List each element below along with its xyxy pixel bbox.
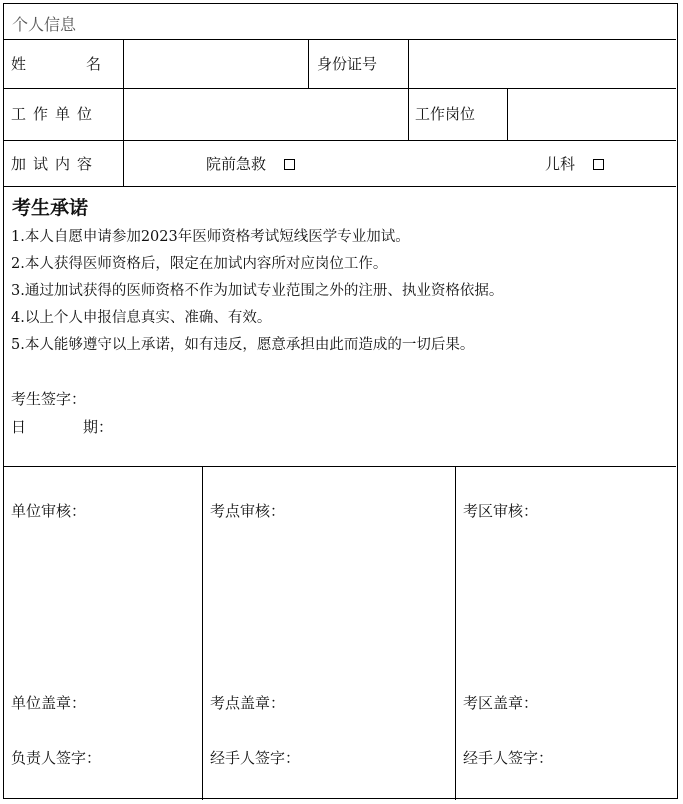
row-divider	[4, 466, 676, 467]
pledge-item: 4.以上个人申报信息真实、准确、有效。	[11, 310, 272, 326]
option-prehospital-label: 院前急救	[206, 155, 267, 173]
checkbox-icon[interactable]	[593, 159, 604, 170]
pledge-item: 1.本人自愿申请参加2023年医师资格考试短线医学专业加试。	[11, 229, 410, 245]
col-divider	[507, 88, 508, 140]
checkbox-icon[interactable]	[284, 159, 295, 170]
row-divider	[4, 140, 676, 141]
site-seal-label: 考点盖章：	[210, 694, 286, 712]
work-unit-label: 工作单位	[11, 105, 100, 123]
option-prehospital[interactable]	[206, 155, 295, 173]
exam-content-label: 加试内容	[11, 155, 100, 173]
col-divider	[202, 466, 203, 800]
row-divider	[4, 39, 676, 40]
district-review-label: 考区审核：	[463, 502, 539, 520]
id-number-field[interactable]	[410, 41, 674, 87]
work-post-field[interactable]	[509, 90, 674, 139]
date-label-2: 期：	[83, 418, 114, 436]
date-label-char-1: 日	[11, 418, 27, 436]
pledge-item: 2.本人获得医师资格后，限定在加试内容所对应岗位工作。	[11, 256, 388, 272]
name-label	[11, 55, 26, 73]
col-divider	[455, 466, 456, 800]
pledge-heading: 考生承诺	[12, 197, 89, 219]
name-label-char-2: 名	[86, 55, 102, 73]
name-field[interactable]	[125, 41, 306, 87]
work-unit-field[interactable]	[125, 90, 406, 139]
work-post-label: 工作岗位	[415, 105, 476, 123]
site-review-label: 考点审核：	[210, 502, 286, 520]
pledge-item: 5.本人能够遵守以上承诺，如有违反，愿意承担由此而造成的一切后果。	[11, 337, 475, 353]
id-number-label: 身份证号	[317, 55, 378, 73]
name-label-char-1: 姓	[11, 55, 27, 73]
row-divider	[4, 88, 676, 89]
col-divider	[123, 39, 124, 186]
date-label	[11, 418, 26, 436]
unit-sign-label: 负责人签字：	[11, 749, 102, 767]
option-pediatrics[interactable]	[545, 155, 604, 173]
district-seal-label: 考区盖章：	[463, 694, 539, 712]
col-divider	[408, 39, 409, 140]
section-title: 个人信息	[12, 15, 77, 34]
pledge-item: 3.通过加试获得的医师资格不作为加试专业范围之外的注册、执业资格依据。	[11, 283, 504, 299]
name-label-2	[86, 55, 101, 73]
row-divider	[4, 186, 676, 187]
col-divider	[308, 39, 309, 88]
district-sign-label: 经手人签字：	[463, 749, 554, 767]
option-pediatrics-label: 儿科	[545, 155, 576, 173]
site-sign-label: 经手人签字：	[210, 749, 301, 767]
candidate-signature-label: 考生签字：	[11, 390, 87, 408]
unit-review-label: 单位审核：	[11, 502, 87, 520]
application-form	[3, 3, 678, 799]
unit-seal-label: 单位盖章：	[11, 694, 87, 712]
